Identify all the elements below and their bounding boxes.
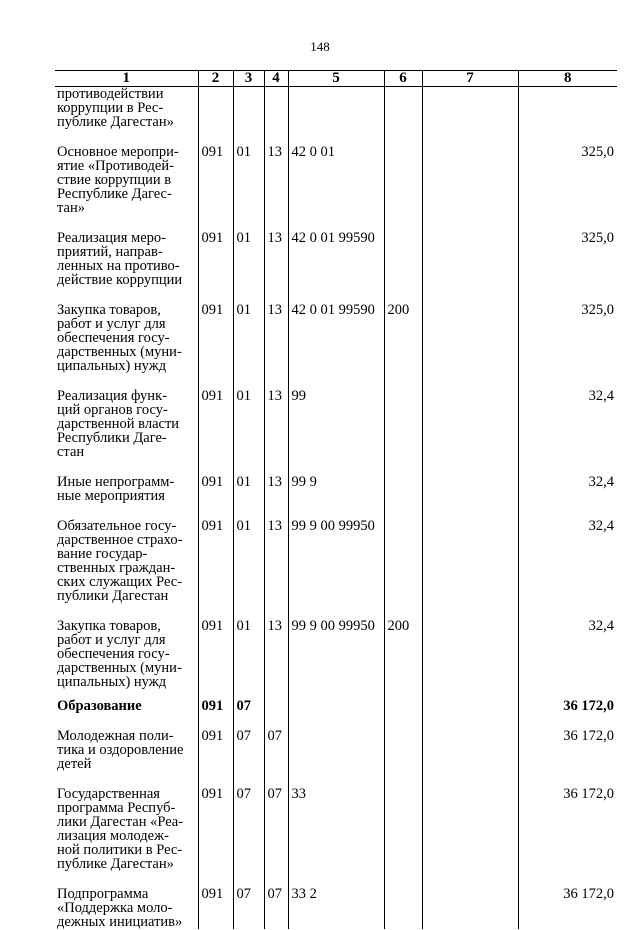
spacer-cell — [233, 503, 264, 519]
row-col-2: 091 — [198, 303, 233, 373]
row-col-6: 200 — [384, 619, 422, 689]
spacer-cell — [288, 871, 384, 887]
row-col-7 — [422, 145, 518, 215]
row-name-line: дарственных (муни- — [57, 344, 182, 360]
row-name-line: приятий, направ- — [57, 244, 163, 260]
row-name-line: действие коррупции — [57, 272, 183, 288]
row-name-line: ные мероприятия — [57, 488, 165, 504]
row-col-7 — [422, 699, 518, 713]
row-col-6 — [384, 145, 422, 215]
row-col-6: 200 — [384, 303, 422, 373]
row-col-5 — [288, 87, 384, 130]
header-col-4: 4 — [264, 71, 288, 87]
row-name-line: ских служащих Рес- — [57, 574, 183, 590]
row-col-5: 99 9 00 99950 — [288, 619, 384, 689]
spacer-cell — [288, 503, 384, 519]
row-name-line: Образование — [57, 698, 142, 714]
row-name-line: Обязательное госу- — [57, 518, 177, 534]
row-name-line: Реализация функ- — [57, 388, 167, 404]
row-name-line: тика и оздоровление — [57, 742, 184, 758]
row-col-2: 091 — [198, 787, 233, 871]
row-col-4 — [264, 87, 288, 130]
row-col-4: 13 — [264, 145, 288, 215]
row-col-7 — [422, 787, 518, 871]
row-name-line: ной политики в Рес- — [57, 842, 183, 858]
table-row — [55, 303, 617, 373]
spacer-cell — [422, 713, 518, 729]
row-col-4: 13 — [264, 231, 288, 287]
row-name-line: ленных на противо- — [57, 258, 180, 274]
row-col-4 — [264, 699, 288, 713]
row-name-line: «Поддержка моло- — [57, 900, 173, 916]
row-name-line: Государственная — [57, 786, 160, 802]
row-col-6 — [384, 87, 422, 130]
spacer-cell — [422, 373, 518, 389]
spacer-cell — [384, 713, 422, 729]
row-col-6 — [384, 887, 422, 929]
row-col-2 — [198, 87, 233, 130]
row-col-5: 33 2 — [288, 887, 384, 929]
row-name-line: дарственной власти — [57, 416, 180, 432]
row-name-line: Иные непрограмм- — [57, 474, 175, 490]
spacer-cell — [264, 713, 288, 729]
spacer-cell — [384, 459, 422, 475]
spacer-cell — [288, 287, 384, 303]
spacer-cell — [55, 215, 198, 231]
spacer-cell — [55, 459, 198, 475]
row-col-5 — [288, 729, 384, 771]
table-row — [55, 231, 617, 287]
row-col-4: 13 — [264, 519, 288, 603]
spacer-cell — [198, 713, 233, 729]
row-col-8: 325,0 — [518, 231, 617, 287]
row-spacer — [55, 603, 617, 619]
spacer-cell — [55, 713, 198, 729]
row-col-5 — [288, 699, 384, 713]
spacer-cell — [198, 603, 233, 619]
spacer-cell — [518, 459, 617, 475]
row-col-3: 01 — [233, 231, 264, 287]
spacer-cell — [55, 771, 198, 787]
row-col-4: 07 — [264, 729, 288, 771]
spacer-cell — [384, 603, 422, 619]
row-name-line: публики Дагестан — [57, 588, 169, 604]
header-col-1: 1 — [55, 71, 198, 87]
row-col-7 — [422, 887, 518, 929]
row-spacer — [55, 215, 617, 231]
row-name-cell — [55, 729, 198, 771]
row-col-3: 07 — [233, 787, 264, 871]
row-col-4: 07 — [264, 887, 288, 929]
table-row — [55, 729, 617, 771]
row-col-7 — [422, 231, 518, 287]
row-col-2: 091 — [198, 145, 233, 215]
row-name-line: тан» — [57, 200, 85, 216]
row-name-line: ципальных) нужд — [57, 358, 167, 374]
spacer-cell — [198, 503, 233, 519]
row-col-3: 07 — [233, 699, 264, 713]
spacer-cell — [384, 373, 422, 389]
row-name-cell — [55, 231, 198, 287]
row-name-line: обеспечения госу- — [57, 646, 170, 662]
row-name-line: вание государ- — [57, 546, 148, 562]
spacer-cell — [264, 287, 288, 303]
table-row — [55, 887, 617, 929]
row-col-2: 091 — [198, 231, 233, 287]
row-col-2: 091 — [198, 389, 233, 459]
row-col-5: 99 — [288, 389, 384, 459]
row-name-cell — [55, 787, 198, 871]
row-name-line: стан — [57, 444, 85, 460]
spacer-cell — [422, 503, 518, 519]
row-col-5: 42 0 01 99590 — [288, 303, 384, 373]
table-body — [55, 87, 617, 930]
spacer-cell — [233, 129, 264, 145]
spacer-cell — [518, 373, 617, 389]
spacer-cell — [264, 215, 288, 231]
row-name-line: ций органов госу- — [57, 402, 168, 418]
spacer-cell — [264, 459, 288, 475]
table-row — [55, 699, 617, 713]
row-name-line: работ и услуг для — [57, 316, 166, 332]
spacer-cell — [384, 771, 422, 787]
row-spacer — [55, 871, 617, 887]
table-row — [55, 519, 617, 603]
row-name-line: Закупка товаров, — [57, 302, 161, 318]
spacer-cell — [55, 871, 198, 887]
row-name-cell — [55, 619, 198, 689]
row-col-4: 13 — [264, 389, 288, 459]
row-col-2: 091 — [198, 519, 233, 603]
row-col-6 — [384, 729, 422, 771]
row-col-3: 01 — [233, 475, 264, 503]
row-name-line: программа Респуб- — [57, 800, 176, 816]
row-col-2: 091 — [198, 619, 233, 689]
spacer-cell — [55, 287, 198, 303]
row-col-7 — [422, 389, 518, 459]
spacer-cell — [288, 129, 384, 145]
header-col-7: 7 — [422, 71, 518, 87]
spacer-cell — [288, 713, 384, 729]
spacer-cell — [422, 215, 518, 231]
row-col-7 — [422, 303, 518, 373]
row-col-8 — [518, 87, 617, 130]
row-name-line: ципальных) нужд — [57, 674, 167, 690]
row-col-7 — [422, 729, 518, 771]
row-col-5: 99 9 — [288, 475, 384, 503]
row-name-cell — [55, 389, 198, 459]
row-name-line: публике Дагестан» — [57, 856, 174, 872]
header-col-2: 2 — [198, 71, 233, 87]
spacer-cell — [264, 689, 288, 699]
spacer-cell — [384, 129, 422, 145]
row-col-3: 01 — [233, 389, 264, 459]
spacer-cell — [422, 129, 518, 145]
header-row — [55, 71, 617, 87]
spacer-cell — [422, 771, 518, 787]
row-col-3: 01 — [233, 619, 264, 689]
row-spacer — [55, 129, 617, 145]
row-name-line: дежных инициатив» — [57, 914, 183, 930]
header-col-5: 5 — [288, 71, 384, 87]
spacer-cell — [518, 287, 617, 303]
row-col-7 — [422, 619, 518, 689]
row-col-4: 13 — [264, 475, 288, 503]
spacer-cell — [55, 603, 198, 619]
row-name-cell — [55, 699, 198, 713]
spacer-cell — [518, 771, 617, 787]
row-name-line: Закупка товаров, — [57, 618, 161, 634]
row-name-line: дарственное страхо- — [57, 532, 183, 548]
row-name-cell — [55, 145, 198, 215]
spacer-cell — [233, 373, 264, 389]
row-name-line: Основное меропри- — [57, 144, 179, 160]
row-col-8: 325,0 — [518, 145, 617, 215]
row-col-7 — [422, 519, 518, 603]
table-row — [55, 475, 617, 503]
row-col-7 — [422, 475, 518, 503]
spacer-cell — [233, 215, 264, 231]
spacer-cell — [518, 215, 617, 231]
header-col-8: 8 — [518, 71, 617, 87]
spacer-cell — [288, 603, 384, 619]
row-col-8: 325,0 — [518, 303, 617, 373]
table-row — [55, 145, 617, 215]
spacer-cell — [55, 373, 198, 389]
spacer-cell — [198, 771, 233, 787]
spacer-cell — [233, 603, 264, 619]
row-col-6 — [384, 699, 422, 713]
spacer-cell — [422, 459, 518, 475]
row-name-line: Реализация меро- — [57, 230, 166, 246]
row-name-cell — [55, 303, 198, 373]
spacer-cell — [233, 287, 264, 303]
table-row — [55, 87, 617, 130]
spacer-cell — [288, 689, 384, 699]
spacer-cell — [264, 129, 288, 145]
row-col-8: 32,4 — [518, 389, 617, 459]
spacer-cell — [233, 771, 264, 787]
spacer-cell — [518, 129, 617, 145]
row-name-cell — [55, 475, 198, 503]
row-col-6 — [384, 231, 422, 287]
spacer-cell — [518, 871, 617, 887]
spacer-cell — [288, 373, 384, 389]
row-name-cell — [55, 87, 198, 130]
spacer-cell — [198, 129, 233, 145]
row-name-line: ственных граждан- — [57, 560, 176, 576]
row-col-8: 32,4 — [518, 475, 617, 503]
spacer-cell — [422, 871, 518, 887]
header-col-6: 6 — [384, 71, 422, 87]
row-col-4: 13 — [264, 619, 288, 689]
row-name-line: ятие «Противодей- — [57, 158, 174, 174]
row-col-5: 42 0 01 99590 — [288, 231, 384, 287]
spacer-cell — [384, 215, 422, 231]
row-name-line: Республике Дагес- — [57, 186, 172, 202]
spacer-cell — [264, 871, 288, 887]
row-col-3: 07 — [233, 729, 264, 771]
row-col-5: 42 0 01 — [288, 145, 384, 215]
row-name-cell — [55, 887, 198, 929]
spacer-cell — [198, 459, 233, 475]
page-number: 148 — [310, 39, 330, 54]
spacer-cell — [264, 373, 288, 389]
spacer-cell — [518, 603, 617, 619]
row-spacer — [55, 373, 617, 389]
row-col-4: 13 — [264, 303, 288, 373]
row-col-3 — [233, 87, 264, 130]
row-name-line: лики Дагестан «Реа- — [57, 814, 184, 830]
row-col-8: 32,4 — [518, 519, 617, 603]
spacer-cell — [518, 713, 617, 729]
spacer-cell — [198, 871, 233, 887]
row-col-8: 36 172,0 — [518, 787, 617, 871]
spacer-cell — [288, 771, 384, 787]
row-col-7 — [422, 87, 518, 130]
row-col-8: 36 172,0 — [518, 887, 617, 929]
row-name-line: работ и услуг для — [57, 632, 166, 648]
row-name-line: детей — [57, 756, 92, 772]
row-name-line: ствие коррупции в — [57, 172, 172, 188]
row-col-8: 36 172,0 — [518, 729, 617, 771]
row-name-line: обеспечения госу- — [57, 330, 170, 346]
spacer-cell — [233, 713, 264, 729]
spacer-cell — [422, 689, 518, 699]
row-name-cell — [55, 519, 198, 603]
row-name-line: коррупции в Рес- — [57, 100, 164, 116]
header-col-3: 3 — [233, 71, 264, 87]
row-col-5: 99 9 00 99950 — [288, 519, 384, 603]
row-col-3: 01 — [233, 303, 264, 373]
row-name-line: Республики Даге- — [57, 430, 167, 446]
budget-table — [55, 70, 617, 929]
spacer-cell — [264, 603, 288, 619]
row-col-3: 01 — [233, 519, 264, 603]
row-spacer — [55, 713, 617, 729]
row-col-3: 07 — [233, 887, 264, 929]
spacer-cell — [422, 287, 518, 303]
spacer-cell — [384, 871, 422, 887]
row-name-line: противодействии — [57, 86, 164, 102]
spacer-cell — [422, 603, 518, 619]
row-name-line: Молодежная поли- — [57, 728, 174, 744]
spacer-cell — [233, 871, 264, 887]
row-col-3: 01 — [233, 145, 264, 215]
table-row — [55, 619, 617, 689]
spacer-cell — [264, 503, 288, 519]
row-col-6 — [384, 475, 422, 503]
spacer-cell — [198, 287, 233, 303]
spacer-cell — [233, 459, 264, 475]
row-col-4: 07 — [264, 787, 288, 871]
row-col-2: 091 — [198, 729, 233, 771]
spacer-cell — [55, 129, 198, 145]
spacer-cell — [264, 771, 288, 787]
row-col-8: 32,4 — [518, 619, 617, 689]
spacer-cell — [518, 503, 617, 519]
row-col-6 — [384, 519, 422, 603]
spacer-cell — [288, 215, 384, 231]
row-col-6 — [384, 389, 422, 459]
row-name-line: лизация молодеж- — [57, 828, 169, 844]
spacer-cell — [384, 503, 422, 519]
spacer-cell — [198, 215, 233, 231]
row-spacer — [55, 459, 617, 475]
row-name-line: публике Дагестан» — [57, 114, 174, 130]
row-spacer — [55, 771, 617, 787]
row-spacer — [55, 503, 617, 519]
spacer-cell — [55, 503, 198, 519]
row-name-line: дарственных (муни- — [57, 660, 182, 676]
row-col-8: 36 172,0 — [518, 699, 617, 713]
row-col-2: 091 — [198, 699, 233, 713]
row-name-line: Подпрограмма — [57, 886, 149, 902]
table-row — [55, 389, 617, 459]
row-col-2: 091 — [198, 475, 233, 503]
row-spacer — [55, 287, 617, 303]
row-col-5: 33 — [288, 787, 384, 871]
row-col-2: 091 — [198, 887, 233, 929]
spacer-cell — [384, 287, 422, 303]
spacer-cell — [198, 373, 233, 389]
row-col-6 — [384, 787, 422, 871]
table-row — [55, 787, 617, 871]
spacer-cell — [288, 459, 384, 475]
spacer-cell — [384, 689, 422, 699]
